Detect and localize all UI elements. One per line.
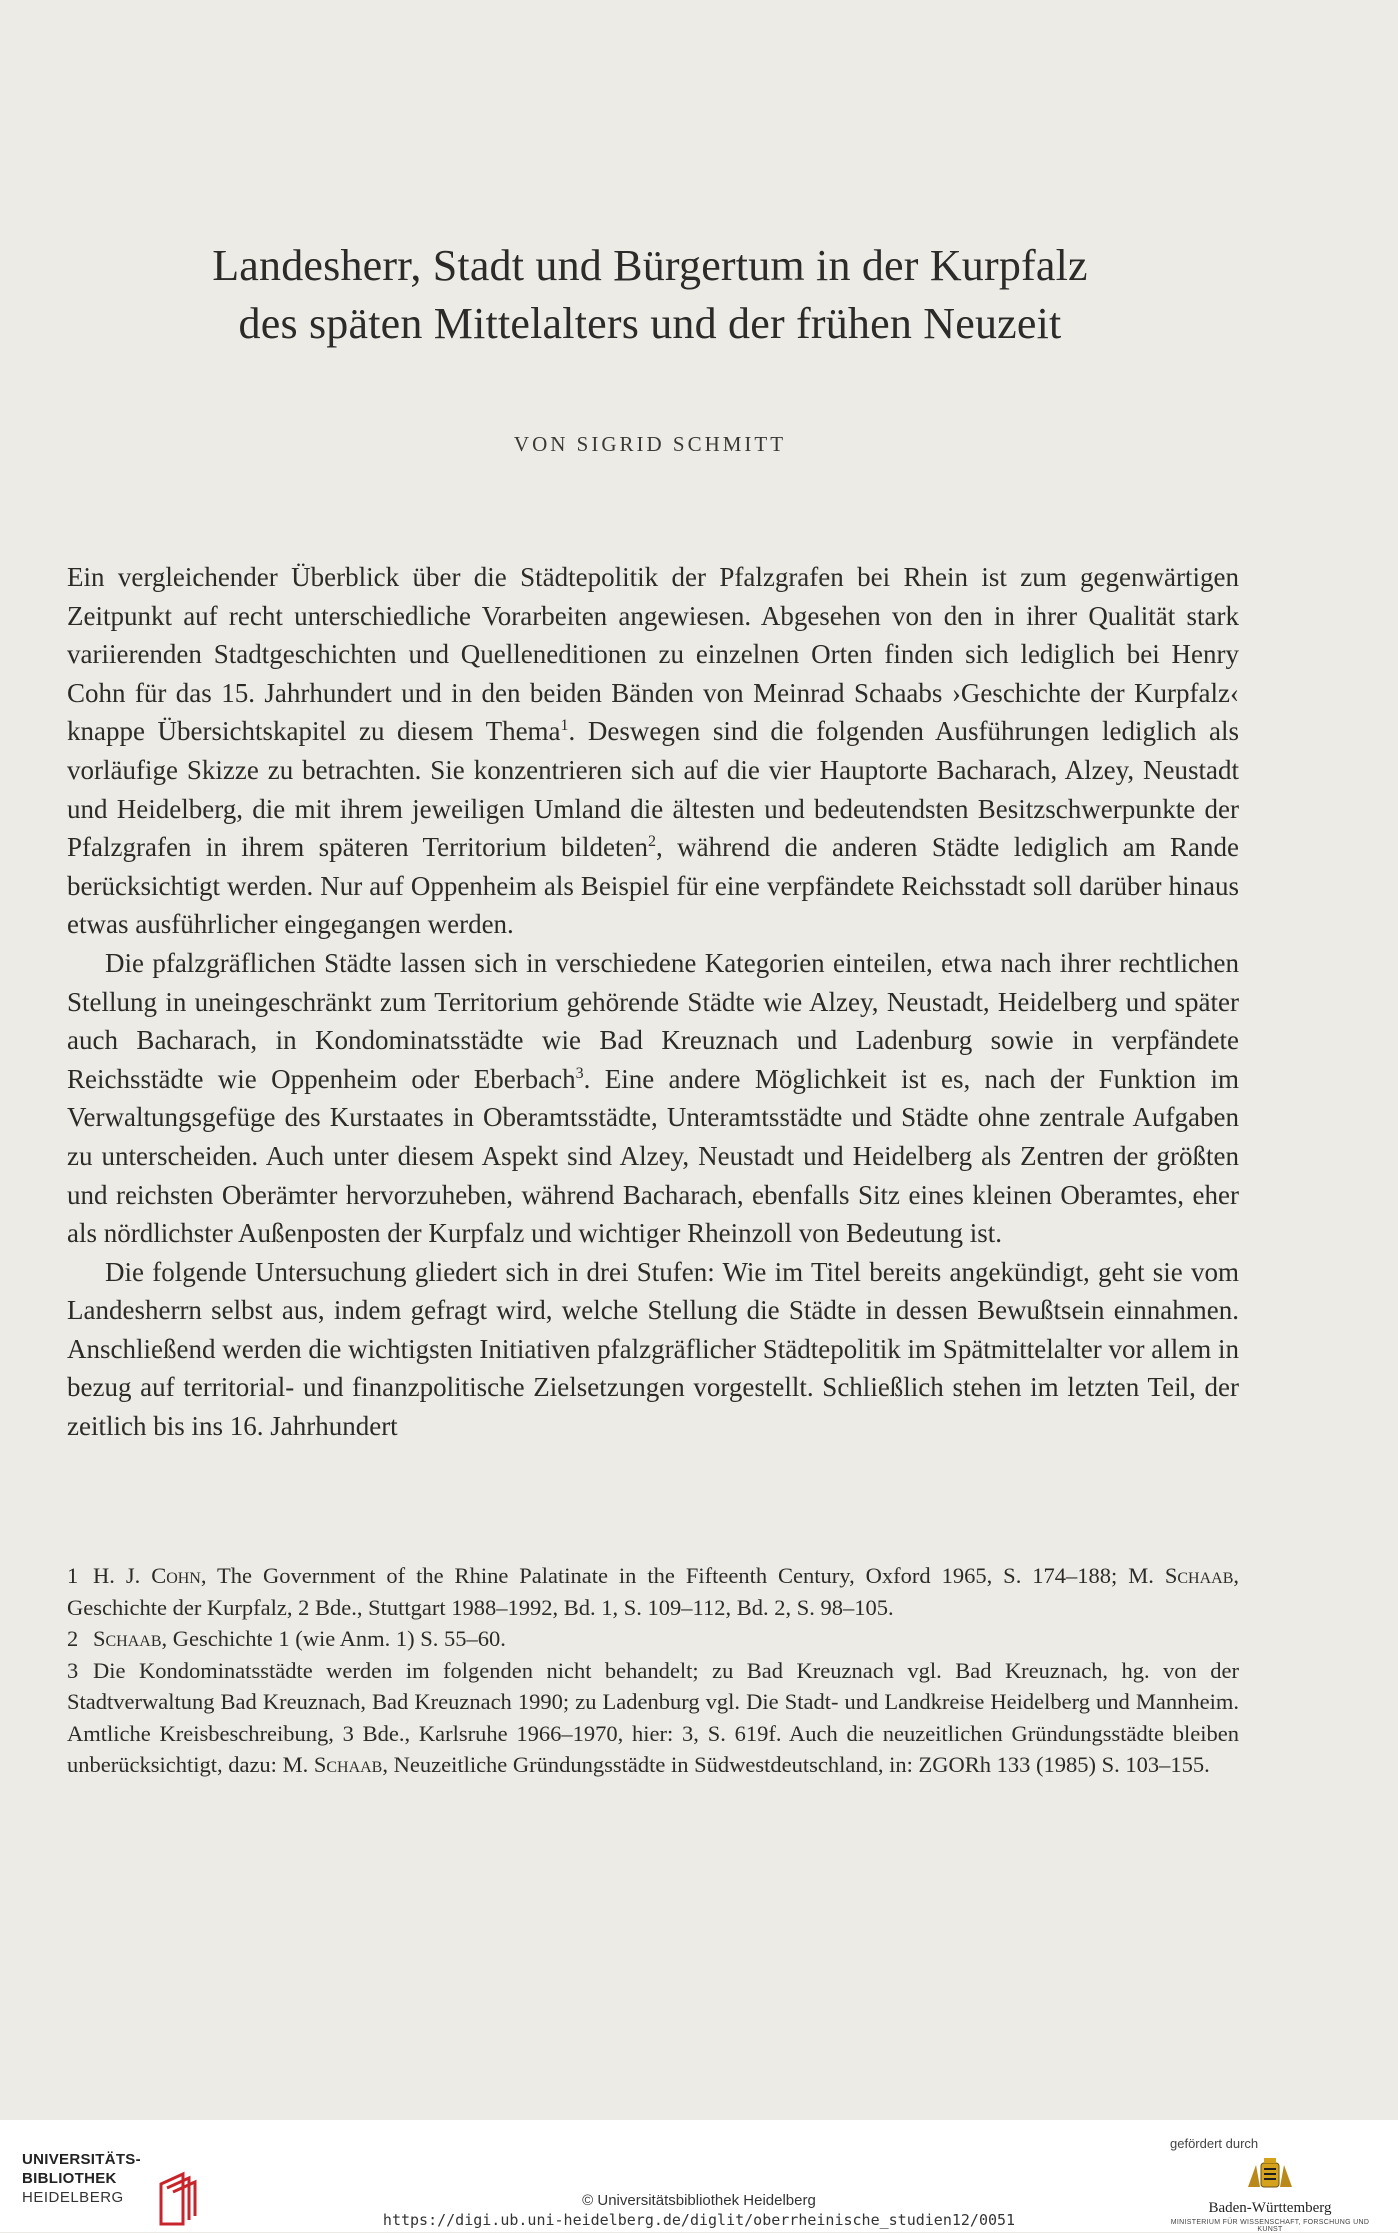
paragraph-2-text-b: . Eine andere Möglichkeit ist es, nach der Funktion im Verwaltungsgefüge des Kurstaates in Oberamtsstädte, Unteramtsstädte und Städte ohne zentrale Aufgaben zu unterscheiden. Auch unter diesem Aspekt sind Alzey, Neustadt und Heidelberg als Zentren der größten und reichsten Oberämter hervorzuheben, während Bacharach, ebenfalls Sitz eines kleinen Oberamtes, eher als nördlichster Außenposten der Kurpfalz und wichtiger Rheinzoll von Bedeutung ist.: [67, 1063, 1239, 1249]
article-title-line-2: des späten Mittelalters und der frühen Neuzeit: [238, 299, 1062, 348]
paragraph-2-text-a: Die pfalzgräflichen Städte lassen sich in verschiedene Kategorien einteilen, etwa nach ihrer rechtlichen Stellung in uneingeschränkt zum Territorium gehörende Städte wie Alzey, Neustadt, Heidelberg und später auch Bacharach, in Kondominatsstädte wie Bad Kreuznach und Ladenburg sowie in verpfändete Reichsstädte wie Oppenheim oder Eberbach: [67, 947, 1239, 1094]
paragraph-1-text-a: Ein vergleichender Überblick über die Städtepolitik der Pfalzgrafen bei Rhein ist zum gegenwärtigen Zeitpunkt auf recht unterschiedliche Vorarbeiten angewiesen. Abgesehen von den in ihrer Qualität stark variierenden Stadtgeschichten und Quelleneditionen zu einzelnen Orten finden sich lediglich bei Henry Cohn für das 15. Jahrhundert und in den beiden Bänden von Meinrad Schaabs ›Geschichte der Kurpfalz‹ knappe Übersichtskapitel zu diesem Thema: [67, 562, 1239, 747]
footnote-3: [67, 1655, 1239, 1781]
paragraph-3: Die folgende Untersuchung gliedert sich in drei Stufen: Wie im Titel bereits angekündigt, geht sie vom Landesherrn selbst aus, indem gefragt wird, welche Stellung die Städte in dessen Bewußtsein einnahmen. Anschließend werden die wichtigsten Initiativen pfalzgräflicher Städtepolitik im Spätmittelalter vor allem in bezug auf territorial- und finanzpolitische Zielsetzungen vorgestellt. Schließlich stehen im letzten Teil, der zeitlich bis ins 16. Jahrhundert: [67, 1256, 1239, 1442]
copyright-notice: © Universitätsbibliothek Heidelberg: [582, 2192, 816, 2209]
footnote-1-text-2: , Geschichte der Kurpfalz, 2 Bde., Stuttgart 1988–1992, Bd. 1, S. 109–112, Bd. 2, S. 98–105.: [67, 1563, 1239, 1620]
footnote-1-pre: H. J.: [93, 1563, 152, 1588]
footnote-1-text: , The Government of the Rhine Palatinate in the Fifteenth Century, Oxford 1965, S. 174–188; M.: [200, 1563, 1165, 1588]
sponsor-name: Baden-Württemberg: [1208, 2200, 1332, 2216]
ub-logo-line-2: BIBLIOTHEK: [22, 2170, 117, 2187]
viewer-footer: [0, 2120, 1398, 2232]
footnote-1: [67, 1560, 1239, 1623]
footnote-3-pre: Die Kondominatsstädte werden im folgenden nicht behandelt; zu Bad Kreuznach vgl. Bad Kreuznach, hg. von der Stadtverwaltung Bad Kreuznach, Bad Kreuznach 1990; zu Ladenburg vgl. Die Stadt- und Landkreise Heidelberg und Mannheim. Amtliche Kreisbeschreibung, 3 Bde., Karlsruhe 1966–1970, hier: 3, S. 619f. Auch die neuzeitlichen Gründungsstädte bleiben unberücksichtigt, dazu: M.: [67, 1657, 1239, 1777]
footnote-3-number: 3: [67, 1657, 79, 1683]
footnote-1-author: Cohn: [151, 1563, 201, 1588]
footnote-2-author: Schaab: [93, 1626, 162, 1651]
article-title-line-1: Landesherr, Stadt und Bürgertum in der Kurpfalz: [212, 241, 1088, 290]
footnote-ref-2: 2: [648, 833, 657, 851]
footnotes: [67, 1560, 1239, 1781]
article-body: [67, 558, 1239, 1446]
sponsor-label: gefördert durch: [1170, 2136, 1259, 2151]
sponsor-ministry: MINISTERIUM FÜR WISSENSCHAFT, FORSCHUNG UND KUNST: [1170, 2219, 1370, 2233]
footnote-1-author-2: Schaab: [1164, 1563, 1234, 1588]
paragraph-1-text-b: . Deswegen sind die folgenden Ausführungen lediglich als vorläufige Skizze zu betrachten. Sie konzentrieren sich auf die vier Hauptorte Bacharach, Alzey, Neustadt und Heidelberg, die mit ihrem jeweiligen Umland die ältesten und bedeutendsten Besitzschwerpunkte der Pfalzgrafen in ihrem späteren Territorium bildeten: [67, 716, 1239, 863]
paragraph-1: [67, 558, 1239, 944]
footnote-ref-3: 3: [575, 1064, 584, 1082]
footnote-1-number: 1: [67, 1563, 79, 1588]
article-author: VON SIGRID SCHMITT: [513, 432, 787, 456]
ub-logo-line-3: HEIDELBERG: [22, 2189, 124, 2206]
footnote-3-author: Schaab: [313, 1752, 383, 1777]
paragraph-1-text-c: , während die anderen Städte lediglich am Rande berücksichtigt werden. Nur auf Oppenheim als Beispiel für eine verpfändete Reichsstadt soll darüber hinaus etwas ausführlicher eingegangen werden.: [67, 832, 1239, 940]
footnote-3-text: , Neuzeitliche Gründungsstädte in Südwestdeutschland, in: ZGORh 133 (1985) S. 103–155.: [382, 1752, 1210, 1777]
ub-logo-line-1: UNIVERSITÄTS-: [22, 2151, 141, 2168]
permalink-url[interactable]: https://digi.ub.uni-heidelberg.de/diglit/oberrheinische_studien12/0051: [382, 2211, 1016, 2229]
paragraph-2: [67, 944, 1239, 1253]
baden-wuerttemberg-crest-icon: [1244, 2157, 1296, 2193]
footnote-ref-1: 1: [560, 717, 569, 735]
footnote-2-number: 2: [67, 1626, 79, 1651]
sponsor-logo[interactable]: [1160, 2136, 1380, 2233]
footnote-2: [67, 1623, 1239, 1655]
footnote-2-text: , Geschichte 1 (wie Anm. 1) S. 55–60.: [161, 1626, 506, 1651]
